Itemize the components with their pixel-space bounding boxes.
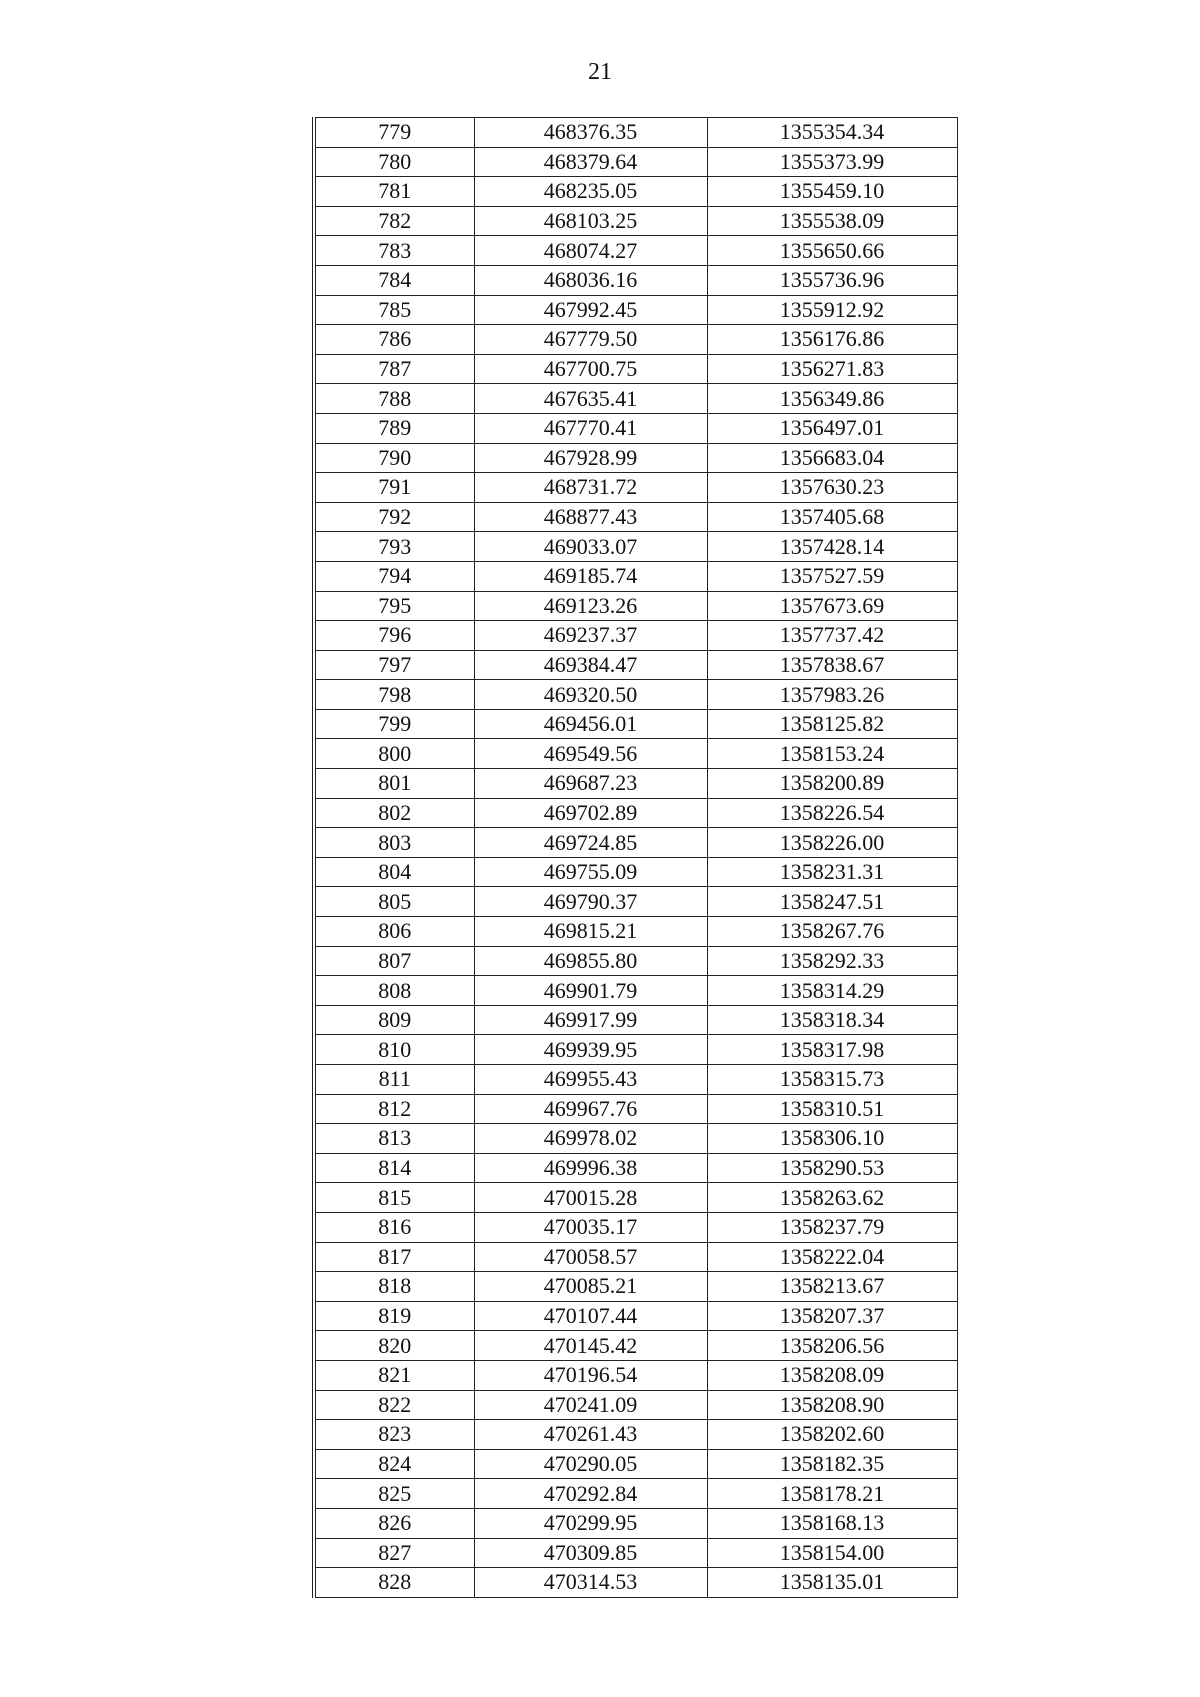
y-coordinate-cell: 1358314.29 [707, 976, 957, 1006]
table-row [314, 147, 957, 177]
y-coordinate-cell: 1358222.04 [707, 1242, 957, 1272]
x-coordinate-cell: 469790.37 [474, 887, 707, 917]
y-coordinate-cell: 1355538.09 [707, 206, 957, 236]
x-coordinate-cell: 467779.50 [474, 325, 707, 355]
table-row [314, 1538, 957, 1568]
table-row [314, 236, 957, 266]
table-row [314, 591, 957, 621]
x-coordinate-cell: 469185.74 [474, 561, 707, 591]
x-coordinate-cell: 469384.47 [474, 650, 707, 680]
table-row [314, 443, 957, 473]
table-row [314, 1212, 957, 1242]
y-coordinate-cell: 1358263.62 [707, 1183, 957, 1213]
table-row [314, 1360, 957, 1390]
x-coordinate-cell: 468877.43 [474, 502, 707, 532]
x-coordinate-cell: 469755.09 [474, 857, 707, 887]
table-row [314, 946, 957, 976]
table-row [314, 798, 957, 828]
table-row [314, 1390, 957, 1420]
y-coordinate-cell: 1355650.66 [707, 236, 957, 266]
x-coordinate-cell: 469549.56 [474, 739, 707, 769]
x-coordinate-cell: 468103.25 [474, 206, 707, 236]
x-coordinate-cell: 469724.85 [474, 828, 707, 858]
table-row [314, 1272, 957, 1302]
table-row [314, 1420, 957, 1450]
point-number-cell: 783 [314, 236, 474, 266]
y-coordinate-cell: 1358178.21 [707, 1479, 957, 1509]
point-number-cell: 792 [314, 502, 474, 532]
point-number-cell: 810 [314, 1035, 474, 1065]
table-row [314, 739, 957, 769]
y-coordinate-cell: 1358237.79 [707, 1212, 957, 1242]
page-number: 21 [588, 59, 612, 85]
point-number-cell: 789 [314, 413, 474, 443]
coordinates-table [312, 117, 958, 1598]
y-coordinate-cell: 1357673.69 [707, 591, 957, 621]
x-coordinate-cell: 468376.35 [474, 118, 707, 148]
table-row [314, 976, 957, 1006]
y-coordinate-cell: 1356683.04 [707, 443, 957, 473]
x-coordinate-cell: 470015.28 [474, 1183, 707, 1213]
x-coordinate-cell: 467928.99 [474, 443, 707, 473]
point-number-cell: 781 [314, 177, 474, 207]
table-row [314, 887, 957, 917]
x-coordinate-cell: 467700.75 [474, 354, 707, 384]
point-number-cell: 794 [314, 561, 474, 591]
point-number-cell: 812 [314, 1094, 474, 1124]
y-coordinate-cell: 1356271.83 [707, 354, 957, 384]
point-number-cell: 786 [314, 325, 474, 355]
point-number-cell: 784 [314, 265, 474, 295]
x-coordinate-cell: 469978.02 [474, 1124, 707, 1154]
y-coordinate-cell: 1358318.34 [707, 1005, 957, 1035]
x-coordinate-cell: 469967.76 [474, 1094, 707, 1124]
x-coordinate-cell: 470058.57 [474, 1242, 707, 1272]
table-row [314, 1124, 957, 1154]
x-coordinate-cell: 468074.27 [474, 236, 707, 266]
y-coordinate-cell: 1358202.60 [707, 1420, 957, 1450]
y-coordinate-cell: 1358267.76 [707, 917, 957, 947]
x-coordinate-cell: 470261.43 [474, 1420, 707, 1450]
point-number-cell: 788 [314, 384, 474, 414]
point-number-cell: 791 [314, 473, 474, 503]
table-row [314, 532, 957, 562]
x-coordinate-cell: 468235.05 [474, 177, 707, 207]
point-number-cell: 821 [314, 1360, 474, 1390]
x-coordinate-cell: 469702.89 [474, 798, 707, 828]
x-coordinate-cell: 470314.53 [474, 1568, 707, 1598]
x-coordinate-cell: 470299.95 [474, 1508, 707, 1538]
point-number-cell: 779 [314, 118, 474, 148]
point-number-cell: 815 [314, 1183, 474, 1213]
point-number-cell: 817 [314, 1242, 474, 1272]
table-row [314, 206, 957, 236]
point-number-cell: 804 [314, 857, 474, 887]
point-number-cell: 795 [314, 591, 474, 621]
point-number-cell: 807 [314, 946, 474, 976]
x-coordinate-cell: 469901.79 [474, 976, 707, 1006]
x-coordinate-cell: 467635.41 [474, 384, 707, 414]
x-coordinate-cell: 469955.43 [474, 1065, 707, 1095]
table-row [314, 1005, 957, 1035]
x-coordinate-cell: 469456.01 [474, 709, 707, 739]
x-coordinate-cell: 468731.72 [474, 473, 707, 503]
point-number-cell: 780 [314, 147, 474, 177]
y-coordinate-cell: 1355354.34 [707, 118, 957, 148]
point-number-cell: 820 [314, 1331, 474, 1361]
table-row [314, 1153, 957, 1183]
y-coordinate-cell: 1358207.37 [707, 1301, 957, 1331]
point-number-cell: 819 [314, 1301, 474, 1331]
table-row [314, 384, 957, 414]
y-coordinate-cell: 1357527.59 [707, 561, 957, 591]
table-row [314, 650, 957, 680]
point-number-cell: 811 [314, 1065, 474, 1095]
y-coordinate-cell: 1358200.89 [707, 769, 957, 799]
x-coordinate-cell: 469320.50 [474, 680, 707, 710]
x-coordinate-cell: 470292.84 [474, 1479, 707, 1509]
point-number-cell: 816 [314, 1212, 474, 1242]
table-row [314, 621, 957, 651]
y-coordinate-cell: 1358135.01 [707, 1568, 957, 1598]
table-row [314, 325, 957, 355]
point-number-cell: 782 [314, 206, 474, 236]
point-number-cell: 805 [314, 887, 474, 917]
x-coordinate-cell: 470241.09 [474, 1390, 707, 1420]
x-coordinate-cell: 470309.85 [474, 1538, 707, 1568]
x-coordinate-cell: 467992.45 [474, 295, 707, 325]
y-coordinate-cell: 1358247.51 [707, 887, 957, 917]
point-number-cell: 796 [314, 621, 474, 651]
table-row [314, 1094, 957, 1124]
table-row [314, 295, 957, 325]
x-coordinate-cell: 469939.95 [474, 1035, 707, 1065]
y-coordinate-cell: 1355912.92 [707, 295, 957, 325]
x-coordinate-cell: 470196.54 [474, 1360, 707, 1390]
point-number-cell: 823 [314, 1420, 474, 1450]
y-coordinate-cell: 1358182.35 [707, 1449, 957, 1479]
point-number-cell: 800 [314, 739, 474, 769]
table-row [314, 413, 957, 443]
y-coordinate-cell: 1357737.42 [707, 621, 957, 651]
y-coordinate-cell: 1355373.99 [707, 147, 957, 177]
point-number-cell: 813 [314, 1124, 474, 1154]
y-coordinate-cell: 1355736.96 [707, 265, 957, 295]
x-coordinate-cell: 469917.99 [474, 1005, 707, 1035]
y-coordinate-cell: 1358306.10 [707, 1124, 957, 1154]
point-number-cell: 790 [314, 443, 474, 473]
x-coordinate-cell: 468379.64 [474, 147, 707, 177]
y-coordinate-cell: 1358317.98 [707, 1035, 957, 1065]
coordinates-table-body [314, 118, 957, 1598]
y-coordinate-cell: 1356349.86 [707, 384, 957, 414]
y-coordinate-cell: 1355459.10 [707, 177, 957, 207]
x-coordinate-cell: 469687.23 [474, 769, 707, 799]
table-row [314, 354, 957, 384]
table-row [314, 857, 957, 887]
y-coordinate-cell: 1358213.67 [707, 1272, 957, 1302]
y-coordinate-cell: 1358154.00 [707, 1538, 957, 1568]
table-row [314, 1449, 957, 1479]
table-row [314, 1183, 957, 1213]
point-number-cell: 801 [314, 769, 474, 799]
y-coordinate-cell: 1358153.24 [707, 739, 957, 769]
point-number-cell: 827 [314, 1538, 474, 1568]
point-number-cell: 803 [314, 828, 474, 858]
point-number-cell: 798 [314, 680, 474, 710]
x-coordinate-cell: 469237.37 [474, 621, 707, 651]
table-row [314, 1035, 957, 1065]
x-coordinate-cell: 470107.44 [474, 1301, 707, 1331]
point-number-cell: 793 [314, 532, 474, 562]
table-row [314, 1301, 957, 1331]
point-number-cell: 799 [314, 709, 474, 739]
x-coordinate-cell: 469855.80 [474, 946, 707, 976]
y-coordinate-cell: 1358208.09 [707, 1360, 957, 1390]
table-row [314, 917, 957, 947]
table-row [314, 118, 957, 148]
y-coordinate-cell: 1357630.23 [707, 473, 957, 503]
table-row [314, 1568, 957, 1598]
y-coordinate-cell: 1357838.67 [707, 650, 957, 680]
point-number-cell: 824 [314, 1449, 474, 1479]
point-number-cell: 787 [314, 354, 474, 384]
y-coordinate-cell: 1357428.14 [707, 532, 957, 562]
point-number-cell: 808 [314, 976, 474, 1006]
table-row [314, 1242, 957, 1272]
x-coordinate-cell: 470035.17 [474, 1212, 707, 1242]
y-coordinate-cell: 1358168.13 [707, 1508, 957, 1538]
table-row [314, 680, 957, 710]
x-coordinate-cell: 469123.26 [474, 591, 707, 621]
point-number-cell: 825 [314, 1479, 474, 1509]
point-number-cell: 826 [314, 1508, 474, 1538]
table-row [314, 502, 957, 532]
x-coordinate-cell: 469033.07 [474, 532, 707, 562]
y-coordinate-cell: 1358292.33 [707, 946, 957, 976]
x-coordinate-cell: 470290.05 [474, 1449, 707, 1479]
y-coordinate-cell: 1358315.73 [707, 1065, 957, 1095]
y-coordinate-cell: 1358226.54 [707, 798, 957, 828]
table-row [314, 1479, 957, 1509]
x-coordinate-cell: 469815.21 [474, 917, 707, 947]
y-coordinate-cell: 1358208.90 [707, 1390, 957, 1420]
table-row [314, 561, 957, 591]
x-coordinate-cell: 468036.16 [474, 265, 707, 295]
x-coordinate-cell: 469996.38 [474, 1153, 707, 1183]
table-row [314, 769, 957, 799]
table-row [314, 828, 957, 858]
table-row [314, 1065, 957, 1095]
table-row [314, 473, 957, 503]
table-row [314, 265, 957, 295]
y-coordinate-cell: 1358125.82 [707, 709, 957, 739]
point-number-cell: 802 [314, 798, 474, 828]
table-row [314, 1508, 957, 1538]
x-coordinate-cell: 467770.41 [474, 413, 707, 443]
point-number-cell: 818 [314, 1272, 474, 1302]
point-number-cell: 822 [314, 1390, 474, 1420]
point-number-cell: 797 [314, 650, 474, 680]
point-number-cell: 806 [314, 917, 474, 947]
y-coordinate-cell: 1358290.53 [707, 1153, 957, 1183]
y-coordinate-cell: 1356497.01 [707, 413, 957, 443]
x-coordinate-cell: 470085.21 [474, 1272, 707, 1302]
y-coordinate-cell: 1358226.00 [707, 828, 957, 858]
y-coordinate-cell: 1357983.26 [707, 680, 957, 710]
table-row [314, 709, 957, 739]
point-number-cell: 828 [314, 1568, 474, 1598]
y-coordinate-cell: 1357405.68 [707, 502, 957, 532]
point-number-cell: 809 [314, 1005, 474, 1035]
y-coordinate-cell: 1358206.56 [707, 1331, 957, 1361]
table-row [314, 1331, 957, 1361]
y-coordinate-cell: 1356176.86 [707, 325, 957, 355]
x-coordinate-cell: 470145.42 [474, 1331, 707, 1361]
y-coordinate-cell: 1358310.51 [707, 1094, 957, 1124]
table-row [314, 177, 957, 207]
point-number-cell: 785 [314, 295, 474, 325]
point-number-cell: 814 [314, 1153, 474, 1183]
y-coordinate-cell: 1358231.31 [707, 857, 957, 887]
